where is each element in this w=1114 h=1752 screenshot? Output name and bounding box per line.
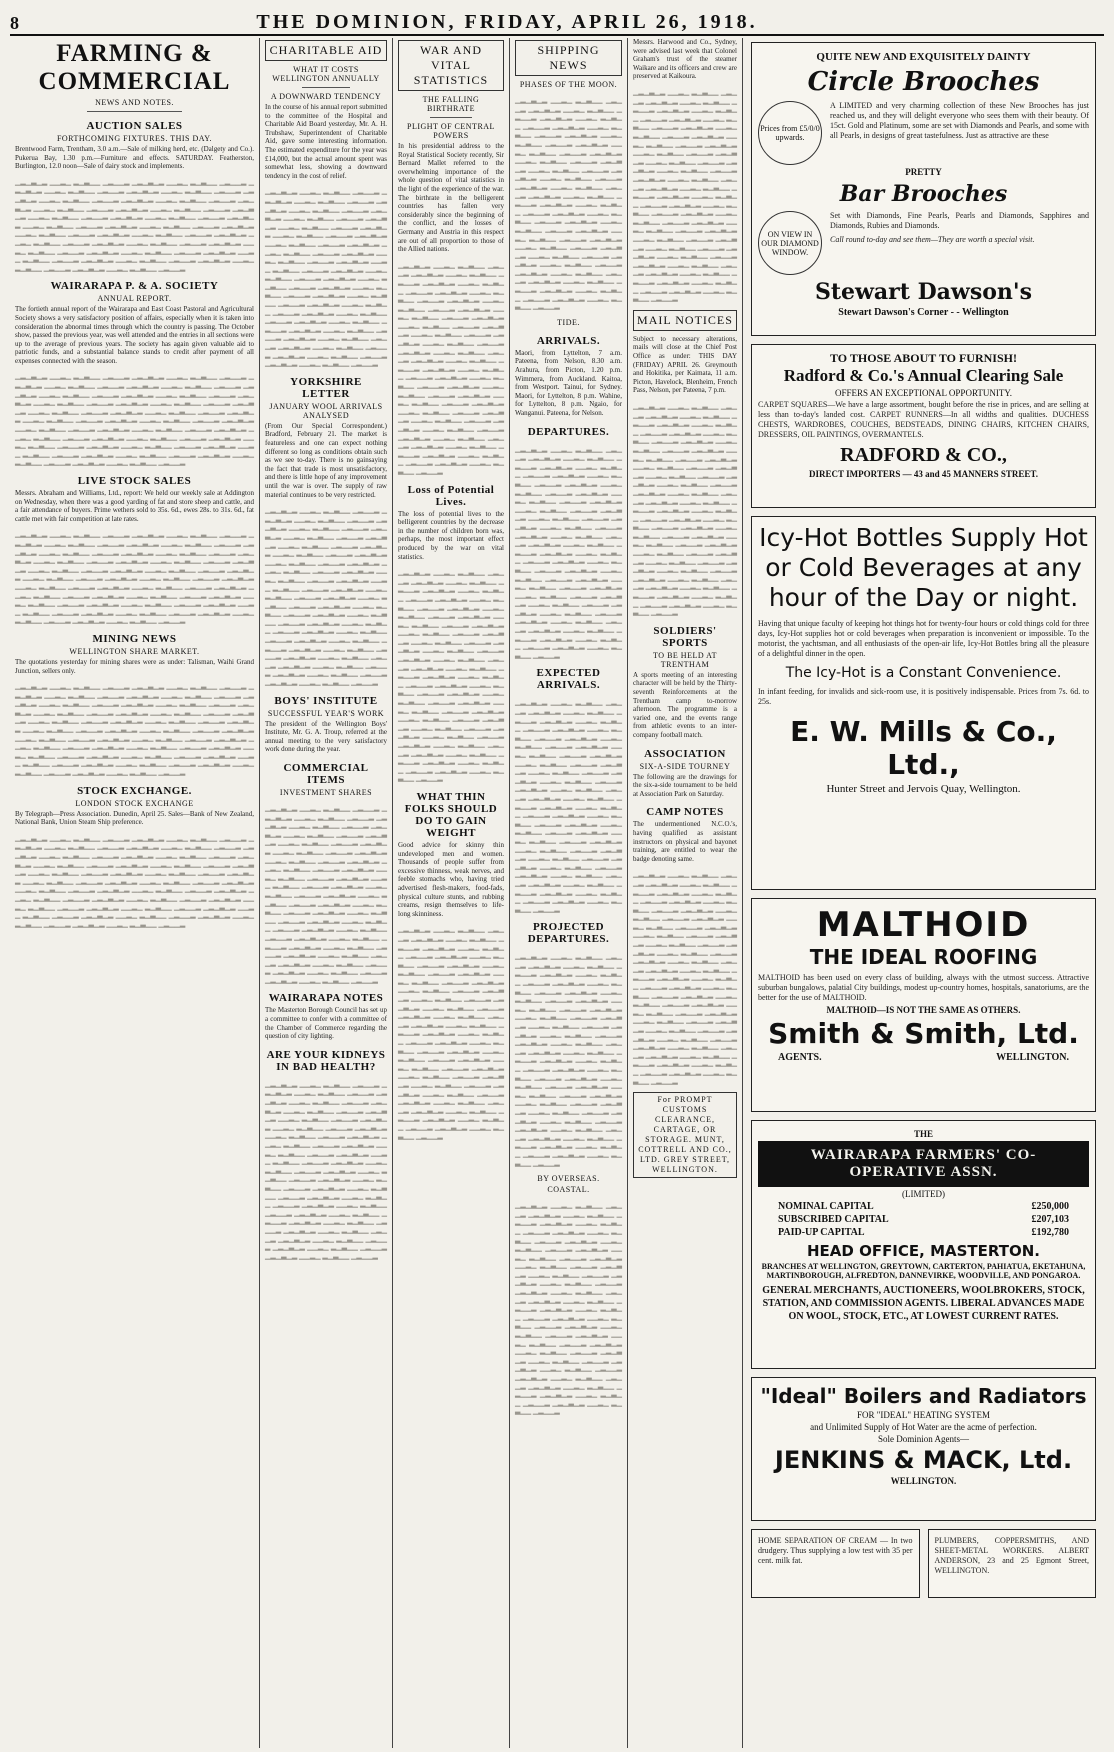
charitable-aid-filler: ▁▂▁▃▁▂ ▁▁▂▁ ▂▁▃▁▁ ▁▂▁▁▂ ▁▂▁▃▁▂ ▁▁▂▁ ▂▁▃▁▁ ▁▂▁▁▂ ▁▂▁▃▁▂ ▁▁▂▁ ▂▁▃▁▁ ▁▂▁▁▂ ▁▂▁▃▁▂ ▁▁▂▁ ▂▁▃▁▁ ▁▂▁▁▂ ▁▂▁▃▁▂ ▁▁▂▁ ▂▁▃▁▁ ▁▂▁▁▂ ▁▂▁▃▁▂ ▁▁▂▁ ▂▁▃▁▁ ▁▂▁▁▂ ▁▂▁▃▁▂ ▁▁▂▁ ▂▁▃▁▁ ▁▂▁▁▂ ▁▂▁▃▁▂ ▁▁▂▁ ▂▁▃▁▁ ▁▂▁▁▂ ▁▂▁▃▁▂ ▁▁▂▁ ▂▁▃▁▁ ▁▂▁▁▂ ▁▂▁▃▁▂ ▁▁▂▁ ▂▁▃▁▁ ▁▂▁▁▂ ▁▂▁▃▁▂ ▁▁▂▁ ▂▁▃▁▁ ▁▂▁▁▂ ▁▂▁▃▁▂ ▁▁▂▁ ▂▁▃▁▁ ▁▂▁▁▂ ▁▂▁▃▁▂ ▁▁▂▁ ▂▁▃▁▁ ▁▂▁▁▂ ▁▂▁▃▁▂ ▁▁▂▁ ▂▁▃▁▁ ▁▂▁▁▂ ▁▂▁▃▁▂ ▁▁▂▁ ▂▁▃▁▁ ▁▂▁▁▂ ▁▂▁▃▁▂ ▁▁▂▁ ▂▁▃▁▁ ▁▂▁▁▂ ▁▂▁▃▁▂ ▁▁▂▁ ▂▁▃▁▁ ▁▂▁▁▂ ▁▂▁▃▁▂ ▁▁▂▁ ▂▁▃▁▁ ▁▂▁▁▂ ▁▂▁▃▁▂ ▁▁▂▁ ▂▁▃▁▁ ▁▂▁▁▂ ▁▂▁▃▁▂ ▁▁▂▁ ▂▁▃▁▁ ▁▂▁▁▂ ▁▂▁▃▁▂ ▁▁▂▁ ▂▁▃▁▁ ▁▂▁▁▂ ▁▂▁▃▁▂ ▁▁▂▁ ▂▁▃▁▁ ▁▂▁▁▂ xyxy=(265,187,387,368)
boys-institute-heading: BOYS' INSTITUTE xyxy=(274,694,378,707)
potential-lives-text: The loss of potential lives to the belligerent countries by the decrease in the number of children born was, perhaps, the most important effect produced by the war on vital statistics. xyxy=(398,509,504,561)
downward-tendency-heading: A DOWNWARD TENDENCY xyxy=(270,92,382,101)
yorkshire-letter-heading: YORKSHIRE LETTER xyxy=(290,375,362,400)
section-heading: WAIRARAPA P. & A. SOCIETY xyxy=(50,280,219,293)
malthoid-sub: THE IDEAL ROOFING xyxy=(809,945,1038,969)
icy-hot-body: Having that unique faculty of keeping hot things hot for twenty-four hours or cold things cold for three days, Icy-Hot supplies hot or cold beverages when preparation is inconvenient or impossible. To the motorist, the yachtsman, and all enthusiasts of the open-air life, Icy-Hot Bottles bring all the pleasure of a delightful dinner in the open. xyxy=(758,619,1089,658)
section-heading: LIVE STOCK SALES xyxy=(77,475,192,487)
expected-arrivals-heading: EXPECTED ARRIVALS. xyxy=(536,667,601,692)
commercial-filler: ▁▂▁▃▁▂ ▁▁▂▁ ▂▁▃▁▁ ▁▂▁▁▂ ▁▂▁▃▁▂ ▁▁▂▁ ▂▁▃▁▁ ▁▂▁▁▂ ▁▂▁▃▁▂ ▁▁▂▁ ▂▁▃▁▁ ▁▂▁▁▂ ▁▂▁▃▁▂ ▁▁▂▁ ▂▁▃▁▁ ▁▂▁▁▂ ▁▂▁▃▁▂ ▁▁▂▁ ▂▁▃▁▁ ▁▂▁▁▂ ▁▂▁▃▁▂ ▁▁▂▁ ▂▁▃▁▁ ▁▂▁▁▂ ▁▂▁▃▁▂ ▁▁▂▁ ▂▁▃▁▁ ▁▂▁▁▂ ▁▂▁▃▁▂ ▁▁▂▁ ▂▁▃▁▁ ▁▂▁▁▂ ▁▂▁▃▁▂ ▁▁▂▁ ▂▁▃▁▁ ▁▂▁▁▂ ▁▂▁▃▁▂ ▁▁▂▁ ▂▁▃▁▁ ▁▂▁▁▂ ▁▂▁▃▁▂ ▁▁▂▁ ▂▁▃▁▁ ▁▂▁▁▂ ▁▂▁▃▁▂ ▁▁▂▁ ▂▁▃▁▁ ▁▂▁▁▂ ▁▂▁▃▁▂ ▁▁▂▁ ▂▁▃▁▁ ▁▂▁▁▂ ▁▂▁▃▁▂ ▁▁▂▁ ▂▁▃▁▁ ▁▂▁▁▂ ▁▂▁▃▁▂ ▁▁▂▁ ▂▁▃▁▁ ▁▂▁▁▂ ▁▂▁▃▁▂ ▁▁▂▁ ▂▁▃▁▁ ▁▂▁▁▂ ▁▂▁▃▁▂ ▁▁▂▁ ▂▁▃▁▁ ▁▂▁▁▂ ▁▂▁▃▁▂ ▁▁▂▁ ▂▁▃▁▁ ▁▂▁▁▂ ▁▂▁▃▁▂ ▁▁▂▁ ▂▁▃▁▁ ▁▂▁▁▂ ▁▂▁▃▁▂ ▁▁▂▁ ▂▁▃▁▁ ▁▂▁▁▂ ▁▂▁▃▁▂ ▁▁▂▁ ▂▁▃▁▁ ▁▂▁▁▂ ▁▂▁▃▁▂ ▁▁▂▁ ▂▁▃▁▁ ▁▂▁▁▂ xyxy=(265,804,387,984)
coastal-filler: ▁▂▁▃▁▂ ▁▁▂▁ ▂▁▃▁▁ ▁▂▁▁▂ ▁▂▁▃▁▂ ▁▁▂▁ ▂▁▃▁▁ ▁▂▁▁▂ ▁▂▁▃▁▂ ▁▁▂▁ ▂▁▃▁▁ ▁▂▁▁▂ ▁▂▁▃▁▂ ▁▁▂▁ ▂▁▃▁▁ ▁▂▁▁▂ ▁▂▁▃▁▂ ▁▁▂▁ ▂▁▃▁▁ ▁▂▁▁▂ ▁▂▁▃▁▂ ▁▁▂▁ ▂▁▃▁▁ ▁▂▁▁▂ ▁▂▁▃▁▂ ▁▁▂▁ ▂▁▃▁▁ ▁▂▁▁▂ ▁▂▁▃▁▂ ▁▁▂▁ ▂▁▃▁▁ ▁▂▁▁▂ ▁▂▁▃▁▂ ▁▁▂▁ ▂▁▃▁▁ ▁▂▁▁▂ ▁▂▁▃▁▂ ▁▁▂▁ ▂▁▃▁▁ ▁▂▁▁▂ ▁▂▁▃▁▂ ▁▁▂▁ ▂▁▃▁▁ ▁▂▁▁▂ ▁▂▁▃▁▂ ▁▁▂▁ ▂▁▃▁▁ ▁▂▁▁▂ ▁▂▁▃▁▂ ▁▁▂▁ ▂▁▃▁▁ ▁▂▁▁▂ ▁▂▁▃▁▂ ▁▁▂▁ ▂▁▃▁▁ ▁▂▁▁▂ ▁▂▁▃▁▂ ▁▁▂▁ ▂▁▃▁▁ ▁▂▁▁▂ ▁▂▁▃▁▂ ▁▁▂▁ ▂▁▃▁▁ ▁▂▁▁▂ ▁▂▁▃▁▂ ▁▁▂▁ ▂▁▃▁▁ ▁▂▁▁▂ ▁▂▁▃▁▂ ▁▁▂▁ ▂▁▃▁▁ ▁▂▁▁▂ ▁▂▁▃▁▂ ▁▁▂▁ ▂▁▃▁▁ ▁▂▁▁▂ ▁▂▁▃▁▂ ▁▁▂▁ ▂▁▃▁▁ ▁▂▁▁▂ ▁▂▁▃▁▂ ▁▁▂▁ ▂▁▃▁▁ ▁▂▁▁▂ ▁▂▁▃▁▂ ▁▁▂▁ ▂▁▃▁▁ ▁▂▁▁▂ xyxy=(515,1201,622,1416)
smith-and-smith-name: Smith & Smith, Ltd. xyxy=(768,1017,1079,1050)
section-subheading: FORTHCOMING FIXTURES. THIS DAY. xyxy=(56,134,213,143)
divider xyxy=(87,111,183,112)
departures-filler: ▁▂▁▃▁▂ ▁▁▂▁ ▂▁▃▁▁ ▁▂▁▁▂ ▁▂▁▃▁▂ ▁▁▂▁ ▂▁▃▁▁ ▁▂▁▁▂ ▁▂▁▃▁▂ ▁▁▂▁ ▂▁▃▁▁ ▁▂▁▁▂ ▁▂▁▃▁▂ ▁▁▂▁ ▂▁▃▁▁ ▁▂▁▁▂ ▁▂▁▃▁▂ ▁▁▂▁ ▂▁▃▁▁ ▁▂▁▁▂ ▁▂▁▃▁▂ ▁▁▂▁ ▂▁▃▁▁ ▁▂▁▁▂ ▁▂▁▃▁▂ ▁▁▂▁ ▂▁▃▁▁ ▁▂▁▁▂ ▁▂▁▃▁▂ ▁▁▂▁ ▂▁▃▁▁ ▁▂▁▁▂ ▁▂▁▃▁▂ ▁▁▂▁ ▂▁▃▁▁ ▁▂▁▁▂ ▁▂▁▃▁▂ ▁▁▂▁ ▂▁▃▁▁ ▁▂▁▁▂ ▁▂▁▃▁▂ ▁▁▂▁ ▂▁▃▁▁ ▁▂▁▁▂ ▁▂▁▃▁▂ ▁▁▂▁ ▂▁▃▁▁ ▁▂▁▁▂ ▁▂▁▃▁▂ ▁▁▂▁ ▂▁▃▁▁ ▁▂▁▁▂ ▁▂▁▃▁▂ ▁▁▂▁ ▂▁▃▁▁ ▁▂▁▁▂ ▁▂▁▃▁▂ ▁▁▂▁ ▂▁▃▁▁ ▁▂▁▁▂ ▁▂▁▃▁▂ ▁▁▂▁ ▂▁▃▁▁ ▁▂▁▁▂ ▁▂▁▃▁▂ ▁▁▂▁ ▂▁▃▁▁ ▁▂▁▁▂ ▁▂▁▃▁▂ ▁▁▂▁ ▂▁▃▁▁ ▁▂▁▁▂ ▁▂▁▃▁▂ ▁▁▂▁ ▂▁▃▁▁ ▁▂▁▁▂ ▁▂▁▃▁▂ ▁▁▂▁ ▂▁▃▁▁ ▁▂▁▁▂ ▁▂▁▃▁▂ ▁▁▂▁ ▂▁▃▁▁ ▁▂▁▁▂ ▁▂▁▃▁▂ ▁▁▂▁ ▂▁▃▁▁ ▁▂▁▁▂ xyxy=(515,444,622,659)
wairarapa-notes-text: The Masterton Borough Council has set up a committee to confer with a committee of the Chamber of Commerce regarding the question of city lighting. xyxy=(265,1006,387,1041)
ew-mills-address: Hunter Street and Jervois Quay, Wellington. xyxy=(826,783,1021,795)
shipping-continued-filler: ▁▂▁▃▁▂ ▁▁▂▁ ▂▁▃▁▁ ▁▂▁▁▂ ▁▂▁▃▁▂ ▁▁▂▁ ▂▁▃▁▁ ▁▂▁▁▂ ▁▂▁▃▁▂ ▁▁▂▁ ▂▁▃▁▁ ▁▂▁▁▂ ▁▂▁▃▁▂ ▁▁▂▁ ▂▁▃▁▁ ▁▂▁▁▂ ▁▂▁▃▁▂ ▁▁▂▁ ▂▁▃▁▁ ▁▂▁▁▂ ▁▂▁▃▁▂ ▁▁▂▁ ▂▁▃▁▁ ▁▂▁▁▂ ▁▂▁▃▁▂ ▁▁▂▁ ▂▁▃▁▁ ▁▂▁▁▂ ▁▂▁▃▁▂ ▁▁▂▁ ▂▁▃▁▁ ▁▂▁▁▂ ▁▂▁▃▁▂ ▁▁▂▁ ▂▁▃▁▁ ▁▂▁▁▂ ▁▂▁▃▁▂ ▁▁▂▁ ▂▁▃▁▁ ▁▂▁▁▂ ▁▂▁▃▁▂ ▁▁▂▁ ▂▁▃▁▁ ▁▂▁▁▂ ▁▂▁▃▁▂ ▁▁▂▁ ▂▁▃▁▁ ▁▂▁▁▂ ▁▂▁▃▁▂ ▁▁▂▁ ▂▁▃▁▁ ▁▂▁▁▂ ▁▂▁▃▁▂ ▁▁▂▁ ▂▁▃▁▁ ▁▂▁▁▂ ▁▂▁▃▁▂ ▁▁▂▁ ▂▁▃▁▁ ▁▂▁▁▂ ▁▂▁▃▁▂ ▁▁▂▁ ▂▁▃▁▁ ▁▂▁▁▂ ▁▂▁▃▁▂ ▁▁▂▁ ▂▁▃▁▁ ▁▂▁▁▂ ▁▂▁▃▁▂ ▁▁▂▁ ▂▁▃▁▁ ▁▂▁▁▂ ▁▂▁▃▁▂ ▁▁▂▁ ▂▁▃▁▁ ▁▂▁▁▂ ▁▂▁▃▁▂ ▁▁▂▁ ▂▁▃▁▁ ▁▂▁▁▂ ▁▂▁▃▁▂ ▁▁▂▁ ▂▁▃▁▁ ▁▂▁▁▂ ▁▂▁▃▁▂ ▁▁▂▁ ▂▁▃▁▁ ▁▂▁▁▂ xyxy=(633,87,737,303)
coastal-heading: COASTAL. xyxy=(547,1185,590,1195)
moon-phases-heading: PHASES OF THE MOON. xyxy=(519,80,618,89)
camp-notes-text: The undermentioned N.C.O.'s, having qualified as assistant instructors on physical and bayonet training, are entitled to wear the badge denoting same. xyxy=(633,820,737,863)
thin-folks-heading: WHAT THIN FOLKS SHOULD DO TO GAIN WEIGHT xyxy=(404,790,498,839)
arrivals-heading: ARRIVALS. xyxy=(536,334,601,347)
soldiers-sports-text: A sports meeting of an interesting character will be held by the Thirty-seventh Reinforcements at the Trentham camp to-morrow afternoon. The programme is a varied one, and the events range from athletic events to an inter-company football match. xyxy=(633,670,737,739)
mail-filler: ▁▂▁▃▁▂ ▁▁▂▁ ▂▁▃▁▁ ▁▂▁▁▂ ▁▂▁▃▁▂ ▁▁▂▁ ▂▁▃▁▁ ▁▂▁▁▂ ▁▂▁▃▁▂ ▁▁▂▁ ▂▁▃▁▁ ▁▂▁▁▂ ▁▂▁▃▁▂ ▁▁▂▁ ▂▁▃▁▁ ▁▂▁▁▂ ▁▂▁▃▁▂ ▁▁▂▁ ▂▁▃▁▁ ▁▂▁▁▂ ▁▂▁▃▁▂ ▁▁▂▁ ▂▁▃▁▁ ▁▂▁▁▂ ▁▂▁▃▁▂ ▁▁▂▁ ▂▁▃▁▁ ▁▂▁▁▂ ▁▂▁▃▁▂ ▁▁▂▁ ▂▁▃▁▁ ▁▂▁▁▂ ▁▂▁▃▁▂ ▁▁▂▁ ▂▁▃▁▁ ▁▂▁▁▂ ▁▂▁▃▁▂ ▁▁▂▁ ▂▁▃▁▁ ▁▂▁▁▂ ▁▂▁▃▁▂ ▁▁▂▁ ▂▁▃▁▁ ▁▂▁▁▂ ▁▂▁▃▁▂ ▁▁▂▁ ▂▁▃▁▁ ▁▂▁▁▂ ▁▂▁▃▁▂ ▁▁▂▁ ▂▁▃▁▁ ▁▂▁▁▂ ▁▂▁▃▁▂ ▁▁▂▁ ▂▁▃▁▁ ▁▂▁▁▂ ▁▂▁▃▁▂ ▁▁▂▁ ▂▁▃▁▁ ▁▂▁▁▂ ▁▂▁▃▁▂ ▁▁▂▁ ▂▁▃▁▁ ▁▂▁▁▂ ▁▂▁▃▁▂ ▁▁▂▁ ▂▁▃▁▁ ▁▂▁▁▂ ▁▂▁▃▁▂ ▁▁▂▁ ▂▁▃▁▁ ▁▂▁▁▂ ▁▂▁▃▁▂ ▁▁▂▁ ▂▁▃▁▁ ▁▂▁▁▂ ▁▂▁▃▁▂ ▁▁▂▁ ▂▁▃▁▁ ▁▂▁▁▂ ▁▂▁▃▁▂ ▁▁▂▁ ▂▁▃▁▁ ▁▂▁▁▂ ▁▂▁▃▁▂ ▁▁▂▁ ▂▁▃▁▁ ▁▂▁▁▂ xyxy=(633,401,737,617)
section-subheading: WELLINGTON SHARE MARKET. xyxy=(69,646,200,656)
wairarapa-notes-heading: WAIRARAPA NOTES xyxy=(268,992,384,1005)
malthoid-title: MALTHOID xyxy=(816,905,1031,945)
pretty-label: PRETTY xyxy=(905,167,942,177)
charitable-aid-text: In the course of his annual report submitted to the committee of the Hospital and Charitable Aid Board yesterday, Mr. A. H. Trubshaw, Superintendent of Charitable Aid, gave some interesting information. The estimated expenditure for the year was £14,000, but the actual amount spent was somewhat less, showing a downward tendency in the cost of relief. xyxy=(265,103,387,180)
nominal-capital-label: NOMINAL CAPITAL xyxy=(778,1201,874,1212)
kidneys-heading: ARE YOUR KIDNEYS IN BAD HEALTH? xyxy=(266,1048,386,1073)
yorkshire-letter-text: (From Our Special Correspondent.) Bradford, February 21. The market is featureless and one can expect nothing different so long as conditions obtain such as we see to-day. There is no gainsaying the fact that trade is most unsatisfactory, and there is little hope of any improvement until the war is over. The supply of raw material continues to be very restricted. xyxy=(265,421,387,499)
window-badge: ON VIEW IN OUR DIAMOND WINDOW. xyxy=(758,211,822,275)
subscribed-capital-value: £207,103 xyxy=(1031,1214,1069,1225)
farmers-title-band xyxy=(758,1141,1089,1187)
tide-heading: TIDE. xyxy=(557,317,580,327)
icy-hot-tag: The Icy-Hot is a Constant Convenience. xyxy=(785,665,1062,681)
icy-hot-title: Icy-Hot Bottles Supply Hot or Cold Beverages at any hour of the Day or night. xyxy=(759,523,1088,612)
yorkshire-filler: ▁▂▁▃▁▂ ▁▁▂▁ ▂▁▃▁▁ ▁▂▁▁▂ ▁▂▁▃▁▂ ▁▁▂▁ ▂▁▃▁▁ ▁▂▁▁▂ ▁▂▁▃▁▂ ▁▁▂▁ ▂▁▃▁▁ ▁▂▁▁▂ ▁▂▁▃▁▂ ▁▁▂▁ ▂▁▃▁▁ ▁▂▁▁▂ ▁▂▁▃▁▂ ▁▁▂▁ ▂▁▃▁▁ ▁▂▁▁▂ ▁▂▁▃▁▂ ▁▁▂▁ ▂▁▃▁▁ ▁▂▁▁▂ ▁▂▁▃▁▂ ▁▁▂▁ ▂▁▃▁▁ ▁▂▁▁▂ ▁▂▁▃▁▂ ▁▁▂▁ ▂▁▃▁▁ ▁▂▁▁▂ ▁▂▁▃▁▂ ▁▁▂▁ ▂▁▃▁▁ ▁▂▁▁▂ ▁▂▁▃▁▂ ▁▁▂▁ ▂▁▃▁▁ ▁▂▁▁▂ ▁▂▁▃▁▂ ▁▁▂▁ ▂▁▃▁▁ ▁▂▁▁▂ ▁▂▁▃▁▂ ▁▁▂▁ ▂▁▃▁▁ ▁▂▁▁▂ ▁▂▁▃▁▂ ▁▁▂▁ ▂▁▃▁▁ ▁▂▁▁▂ ▁▂▁▃▁▂ ▁▁▂▁ ▂▁▃▁▁ ▁▂▁▁▂ ▁▂▁▃▁▂ ▁▁▂▁ ▂▁▃▁▁ ▁▂▁▁▂ ▁▂▁▃▁▂ ▁▁▂▁ ▂▁▃▁▁ ▁▂▁▁▂ ▁▂▁▃▁▂ ▁▁▂▁ ▂▁▃▁▁ ▁▂▁▁▂ ▁▂▁▃▁▂ ▁▁▂▁ ▂▁▃▁▁ ▁▂▁▁▂ ▁▂▁▃▁▂ ▁▁▂▁ ▂▁▃▁▁ ▁▂▁▁▂ ▁▂▁▃▁▂ ▁▁▂▁ ▂▁▃▁▁ ▁▂▁▁▂ ▁▂▁▃▁▂ ▁▁▂▁ ▂▁▃▁▁ ▁▂▁▁▂ ▁▂▁▃▁▂ ▁▁▂▁ ▂▁▃▁▁ ▁▂▁▁▂ xyxy=(265,506,387,687)
radford-title: Radford & Co.'s Annual Clearing Sale xyxy=(783,366,1064,385)
thin-folks-filler: ▁▂▁▃▁▂ ▁▁▂▁ ▂▁▃▁▁ ▁▂▁▁▂ ▁▂▁▃▁▂ ▁▁▂▁ ▂▁▃▁▁ ▁▂▁▁▂ ▁▂▁▃▁▂ ▁▁▂▁ ▂▁▃▁▁ ▁▂▁▁▂ ▁▂▁▃▁▂ ▁▁▂▁ ▂▁▃▁▁ ▁▂▁▁▂ ▁▂▁▃▁▂ ▁▁▂▁ ▂▁▃▁▁ ▁▂▁▁▂ ▁▂▁▃▁▂ ▁▁▂▁ ▂▁▃▁▁ ▁▂▁▁▂ ▁▂▁▃▁▂ ▁▁▂▁ ▂▁▃▁▁ ▁▂▁▁▂ ▁▂▁▃▁▂ ▁▁▂▁ ▂▁▃▁▁ ▁▂▁▁▂ ▁▂▁▃▁▂ ▁▁▂▁ ▂▁▃▁▁ ▁▂▁▁▂ ▁▂▁▃▁▂ ▁▁▂▁ ▂▁▃▁▁ ▁▂▁▁▂ ▁▂▁▃▁▂ ▁▁▂▁ ▂▁▃▁▁ ▁▂▁▁▂ ▁▂▁▃▁▂ ▁▁▂▁ ▂▁▃▁▁ ▁▂▁▁▂ ▁▂▁▃▁▂ ▁▁▂▁ ▂▁▃▁▁ ▁▂▁▁▂ ▁▂▁▃▁▂ ▁▁▂▁ ▂▁▃▁▁ ▁▂▁▁▂ ▁▂▁▃▁▂ ▁▁▂▁ ▂▁▃▁▁ ▁▂▁▁▂ ▁▂▁▃▁▂ ▁▁▂▁ ▂▁▃▁▁ ▁▂▁▁▂ ▁▂▁▃▁▂ ▁▁▂▁ ▂▁▃▁▁ ▁▂▁▁▂ ▁▂▁▃▁▂ ▁▁▂▁ ▂▁▃▁▁ ▁▂▁▁▂ ▁▂▁▃▁▂ ▁▁▂▁ ▂▁▃▁▁ ▁▂▁▁▂ ▁▂▁▃▁▂ ▁▁▂▁ ▂▁▃▁▁ ▁▂▁▁▂ ▁▂▁▃▁▂ ▁▁▂▁ ▂▁▃▁▁ ▁▂▁▁▂ ▁▂▁▃▁▂ ▁▁▂▁ ▂▁▃▁▁ ▁▂▁▁▂ xyxy=(398,925,504,1140)
farmers-limited: (LIMITED) xyxy=(902,1189,945,1199)
vital-statistics-text: In his presidential address to the Royal Statistical Society recently, Sir Bernard Mallet referred to the overwhelming importance of the whole question of vital statistics in the light of the experience of the war. The birthrate in the belligerent countries has fallen very considerably since the beginning of the conflict, and the losses of Germany and Austria in this respect are out of all proportion to those of the Allied nations. xyxy=(398,142,504,254)
radford-sub: OFFERS AN EXCEPTIONAL OPPORTUNITY. xyxy=(835,388,1012,398)
association-heading: ASSOCIATION xyxy=(644,747,726,760)
circle-brooches-title: Circle Brooches xyxy=(807,67,1040,97)
section-filler: ▁▂▁▃▁▂ ▁▁▂▁ ▂▁▃▁▁ ▁▂▁▁▂ ▁▂▁▃▁▂ ▁▁▂▁ ▂▁▃▁▁ ▁▂▁▁▂ ▁▂▁▃▁▂ ▁▁▂▁ ▂▁▃▁▁ ▁▂▁▁▂ ▁▂▁▃▁▂ ▁▁▂▁ ▂▁▃▁▁ ▁▂▁▁▂ ▁▂▁▃▁▂ ▁▁▂▁ ▂▁▃▁▁ ▁▂▁▁▂ ▁▂▁▃▁▂ ▁▁▂▁ ▂▁▃▁▁ ▁▂▁▁▂ ▁▂▁▃▁▂ ▁▁▂▁ ▂▁▃▁▁ ▁▂▁▁▂ ▁▂▁▃▁▂ ▁▁▂▁ ▂▁▃▁▁ ▁▂▁▁▂ ▁▂▁▃▁▂ ▁▁▂▁ ▂▁▃▁▁ ▁▂▁▁▂ ▁▂▁▃▁▂ ▁▁▂▁ ▂▁▃▁▁ ▁▂▁▁▂ ▁▂▁▃▁▂ ▁▁▂▁ ▂▁▃▁▁ ▁▂▁▁▂ ▁▂▁▃▁▂ ▁▁▂▁ ▂▁▃▁▁ ▁▂▁▁▂ ▁▂▁▃▁▂ ▁▁▂▁ ▂▁▃▁▁ ▁▂▁▁▂ ▁▂▁▃▁▂ ▁▁▂▁ ▂▁▃▁▁ ▁▂▁▁▂ ▁▂▁▃▁▂ ▁▁▂▁ ▂▁▃▁▁ ▁▂▁▁▂ ▁▂▁▃▁▂ ▁▁▂▁ ▂▁▃▁▁ ▁▂▁▁▂ ▁▂▁▃▁▂ ▁▁▂▁ ▂▁▃▁▁ ▁▂▁▁▂ ▁▂▁▃▁▂ ▁▁▂▁ ▂▁▃▁▁ ▁▂▁▁▂ ▁▂▁▃▁▂ ▁▁▂▁ ▂▁▃▁▁ ▁▂▁▁▂ ▁▂▁▃▁▂ ▁▁▂▁ ▂▁▃▁▁ ▁▂▁▁▂ ▁▂▁▃▁▂ ▁▁▂▁ ▂▁▃▁▁ ▁▂▁▁▂ ▁▂▁▃▁▂ ▁▁▂▁ ▂▁▃▁▁ ▁▂▁▁▂ xyxy=(15,833,254,928)
icy-hot-ad xyxy=(751,516,1096,890)
column-farming-commercial xyxy=(10,38,260,1748)
malthoid-ad xyxy=(751,898,1096,1112)
farming-subtitle: NEWS AND NOTES. xyxy=(95,98,174,107)
radford-body: CARPET SQUARES—We have a large assortment, bought before the rise in prices, and are selling at less than to-day's landed cost. CARPET RUNNERS—In all widths and qualities. DUCHESS CHESTS, WARDROBES, COUCHES, BEDSTEADS, DINING CHAIRS, KITCHEN CHAIRS, DRESSERS, OIL PAINTINGS, OVERMANTELS. xyxy=(758,400,1089,439)
wairarapa-farmers-ad xyxy=(751,1120,1096,1369)
branches: BRANCHES AT WELLINGTON, GREYTOWN, CARTERTON, PAHIATUA, EKETAHUNA, MARTINBOROUGH, ALFREDTON, DANNEVIRKE, WOODVILLE, AND PONGAROA. xyxy=(761,1262,1086,1280)
commercial-items-heading: COMMERCIAL ITEMS xyxy=(283,762,369,786)
circle-brooches-body: A LIMITED and very charming collection of these New Brooches has just reached us, and they will delight everyone who sees them with their beauty. Of 15ct. Gold and Platinum, some are set with Diamonds and Pearls, and some with all Pearls, in designs of great tastefulness. Just as attractive are these xyxy=(830,101,1089,140)
camp-filler: ▁▂▁▃▁▂ ▁▁▂▁ ▂▁▃▁▁ ▁▂▁▁▂ ▁▂▁▃▁▂ ▁▁▂▁ ▂▁▃▁▁ ▁▂▁▁▂ ▁▂▁▃▁▂ ▁▁▂▁ ▂▁▃▁▁ ▁▂▁▁▂ ▁▂▁▃▁▂ ▁▁▂▁ ▂▁▃▁▁ ▁▂▁▁▂ ▁▂▁▃▁▂ ▁▁▂▁ ▂▁▃▁▁ ▁▂▁▁▂ ▁▂▁▃▁▂ ▁▁▂▁ ▂▁▃▁▁ ▁▂▁▁▂ ▁▂▁▃▁▂ ▁▁▂▁ ▂▁▃▁▁ ▁▂▁▁▂ ▁▂▁▃▁▂ ▁▁▂▁ ▂▁▃▁▁ ▁▂▁▁▂ ▁▂▁▃▁▂ ▁▁▂▁ ▂▁▃▁▁ ▁▂▁▁▂ ▁▂▁▃▁▂ ▁▁▂▁ ▂▁▃▁▁ ▁▂▁▁▂ ▁▂▁▃▁▂ ▁▁▂▁ ▂▁▃▁▁ ▁▂▁▁▂ ▁▂▁▃▁▂ ▁▁▂▁ ▂▁▃▁▁ ▁▂▁▁▂ ▁▂▁▃▁▂ ▁▁▂▁ ▂▁▃▁▁ ▁▂▁▁▂ ▁▂▁▃▁▂ ▁▁▂▁ ▂▁▃▁▁ ▁▂▁▁▂ ▁▂▁▃▁▂ ▁▁▂▁ ▂▁▃▁▁ ▁▂▁▁▂ ▁▂▁▃▁▂ ▁▁▂▁ ▂▁▃▁▁ ▁▂▁▁▂ ▁▂▁▃▁▂ ▁▁▂▁ ▂▁▃▁▁ ▁▂▁▁▂ ▁▂▁▃▁▂ ▁▁▂▁ ▂▁▃▁▁ ▁▂▁▁▂ ▁▂▁▃▁▂ ▁▁▂▁ ▂▁▃▁▁ ▁▂▁▁▂ ▁▂▁▃▁▂ ▁▁▂▁ ▂▁▃▁▁ ▁▂▁▁▂ ▁▂▁▃▁▂ ▁▁▂▁ ▂▁▃▁▁ ▁▂▁▁▂ ▁▂▁▃▁▂ ▁▁▂▁ ▂▁▃▁▁ ▁▂▁▁▂ xyxy=(633,870,737,1085)
bar-brooches-body: Set with Diamonds, Fine Pearls, Pearls and Diamonds, Sapphires and Diamonds, Rubies and Diamonds. xyxy=(830,211,1089,230)
soldiers-sports-sub: TO BE HELD AT TRENTHAM xyxy=(653,650,717,669)
page-number: 8 xyxy=(10,13,19,33)
plumbers-ad xyxy=(928,1529,1097,1598)
boys-institute-text: The president of the Wellington Boys' Institute, Mr. G. A. Troup, referred at the annual meeting to the very satisfactory work done during the year. xyxy=(265,719,387,754)
projected-departures-heading: PROJECTED DEPARTURES. xyxy=(527,921,610,946)
column-advertisements xyxy=(743,38,1104,1748)
section-text: Brentwood Farm, Trentham, 3.0 a.m.—Sale of milking herd, etc. (Dalgety and Co.). Pukerua Bay, 1.30 p.m.—Furniture and effects. SATURDAY. Featherston, Burlington, 12.0 noon—Sale of dairy stock and implements. xyxy=(15,145,254,171)
stewart-bar-row xyxy=(758,211,1089,275)
nominal-capital-row xyxy=(778,1201,1069,1212)
section-filler: ▁▂▁▃▁▂ ▁▁▂▁ ▂▁▃▁▁ ▁▂▁▁▂ ▁▂▁▃▁▂ ▁▁▂▁ ▂▁▃▁▁ ▁▂▁▁▂ ▁▂▁▃▁▂ ▁▁▂▁ ▂▁▃▁▁ ▁▂▁▁▂ ▁▂▁▃▁▂ ▁▁▂▁ ▂▁▃▁▁ ▁▂▁▁▂ ▁▂▁▃▁▂ ▁▁▂▁ ▂▁▃▁▁ ▁▂▁▁▂ ▁▂▁▃▁▂ ▁▁▂▁ ▂▁▃▁▁ ▁▂▁▁▂ ▁▂▁▃▁▂ ▁▁▂▁ ▂▁▃▁▁ ▁▂▁▁▂ ▁▂▁▃▁▂ ▁▁▂▁ ▂▁▃▁▁ ▁▂▁▁▂ ▁▂▁▃▁▂ ▁▁▂▁ ▂▁▃▁▁ ▁▂▁▁▂ ▁▂▁▃▁▂ ▁▁▂▁ ▂▁▃▁▁ ▁▂▁▁▂ ▁▂▁▃▁▂ ▁▁▂▁ ▂▁▃▁▁ ▁▂▁▁▂ ▁▂▁▃▁▂ ▁▁▂▁ ▂▁▃▁▁ ▁▂▁▁▂ ▁▂▁▃▁▂ ▁▁▂▁ ▂▁▃▁▁ ▁▂▁▁▂ ▁▂▁▃▁▂ ▁▁▂▁ ▂▁▃▁▁ ▁▂▁▁▂ ▁▂▁▃▁▂ ▁▁▂▁ ▂▁▃▁▁ ▁▂▁▁▂ ▁▂▁▃▁▂ ▁▁▂▁ ▂▁▃▁▁ ▁▂▁▁▂ ▁▂▁▃▁▂ ▁▁▂▁ ▂▁▃▁▁ ▁▂▁▁▂ ▁▂▁▃▁▂ ▁▁▂▁ ▂▁▃▁▁ ▁▂▁▁▂ ▁▂▁▃▁▂ ▁▁▂▁ ▂▁▃▁▁ ▁▂▁▁▂ ▁▂▁▃▁▂ ▁▁▂▁ ▂▁▃▁▁ ▁▂▁▁▂ ▁▂▁▃▁▂ ▁▁▂▁ ▂▁▃▁▁ ▁▂▁▁▂ ▁▂▁▃▁▂ ▁▁▂▁ ▂▁▃▁▁ ▁▂▁▁▂ xyxy=(15,372,254,467)
charitable-aid-sub: WHAT IT COSTS WELLINGTON ANNUALLY xyxy=(272,65,380,83)
subscribed-capital-row xyxy=(778,1214,1069,1225)
section-text: The fortieth annual report of the Wairarapa and East Coast Pastoral and Agricultural Society shows a very satisfactory position of affairs, especially when it is taken into consideration the abnormal times through which the country is passing. The October show, passed the previous year, was well attended and the entries in all sections were up to the average of previous years. The society has again given valuable aid to patriotic funds, and a substantial balance stands to credit after payment of all expenses connected with the season. xyxy=(15,305,254,365)
column-shipping-news xyxy=(510,38,628,1748)
farming-commercial-title: FARMING & COMMERCIAL xyxy=(38,40,231,95)
section-text: Messrs. Abraham and Williams, Ltd., report: We held our weekly sale at Addington on Wednesday, when there was a good yarding of fat and store sheep and cattle, and a fair attendance of buyers. Prime wethers sold to 35s. 6d., ewes 28s. to 31s. 6d., fat cattle met with fair competition at late rates. xyxy=(15,489,254,523)
stewart-top-line: QUITE NEW AND EXQUISITELY DAINTY xyxy=(816,51,1031,63)
ideal-agents: Sole Dominion Agents— xyxy=(877,1434,969,1444)
central-powers-sub: PLIGHT OF CENTRAL POWERS xyxy=(407,122,495,140)
farmers-title: WAIRARAPA FARMERS' CO-OPERATIVE ASSN. xyxy=(810,1147,1037,1180)
falling-birthrate-sub: THE FALLING BIRTHRATE xyxy=(422,95,480,113)
plumbers-text: PLUMBERS, COPPERSMITHS, AND SHEET-METAL WORKERS. ALBERT ANDERSON, 23 and 25 Egmont Street, WELLINGTON. xyxy=(934,1536,1089,1575)
section-subheading: LONDON STOCK EXCHANGE xyxy=(75,798,194,808)
charitable-aid-heading: CHARITABLE AID xyxy=(265,40,387,61)
arrivals-text: Maori, from Lyttelton, 7 a.m. Pateena, from Nelson, 8.30 a.m. Arahura, from Picton, 1.20 p.m. Wimmera, from Auckland. Kaitoa, from Westport. Tainui, for Sydney. Maori, for Lyttelton, 8 p.m. Wahine, for Lyttelton, 8 p.m. Ngaio, for Wanganui. Pateena, for Nelson. xyxy=(515,348,622,417)
general-merchants: GENERAL MERCHANTS, AUCTIONEERS, WOOLBROKERS, STOCK, STATION, AND COMMISSION AGENTS. LIBERAL ADVANCES MADE ON WOOL, STOCK, ETC., AT LOWEST CURRENT RATES. xyxy=(762,1285,1085,1322)
divider xyxy=(430,117,472,118)
nominal-capital-value: £250,000 xyxy=(1031,1201,1069,1212)
stewart-circle-row xyxy=(758,101,1089,165)
column-war-vital-statistics xyxy=(393,38,510,1748)
prices-badge: Prices from £5/0/0 upwards. xyxy=(758,101,822,165)
projected-filler: ▁▂▁▃▁▂ ▁▁▂▁ ▂▁▃▁▁ ▁▂▁▁▂ ▁▂▁▃▁▂ ▁▁▂▁ ▂▁▃▁▁ ▁▂▁▁▂ ▁▂▁▃▁▂ ▁▁▂▁ ▂▁▃▁▁ ▁▂▁▁▂ ▁▂▁▃▁▂ ▁▁▂▁ ▂▁▃▁▁ ▁▂▁▁▂ ▁▂▁▃▁▂ ▁▁▂▁ ▂▁▃▁▁ ▁▂▁▁▂ ▁▂▁▃▁▂ ▁▁▂▁ ▂▁▃▁▁ ▁▂▁▁▂ ▁▂▁▃▁▂ ▁▁▂▁ ▂▁▃▁▁ ▁▂▁▁▂ ▁▂▁▃▁▂ ▁▁▂▁ ▂▁▃▁▁ ▁▂▁▁▂ ▁▂▁▃▁▂ ▁▁▂▁ ▂▁▃▁▁ ▁▂▁▁▂ ▁▂▁▃▁▂ ▁▁▂▁ ▂▁▃▁▁ ▁▂▁▁▂ ▁▂▁▃▁▂ ▁▁▂▁ ▂▁▃▁▁ ▁▂▁▁▂ ▁▂▁▃▁▂ ▁▁▂▁ ▂▁▃▁▁ ▁▂▁▁▂ ▁▂▁▃▁▂ ▁▁▂▁ ▂▁▃▁▁ ▁▂▁▁▂ ▁▂▁▃▁▂ ▁▁▂▁ ▂▁▃▁▁ ▁▂▁▁▂ ▁▂▁▃▁▂ ▁▁▂▁ ▂▁▃▁▁ ▁▂▁▁▂ ▁▂▁▃▁▂ ▁▁▂▁ ▂▁▃▁▁ ▁▂▁▁▂ ▁▂▁▃▁▂ ▁▁▂▁ ▂▁▃▁▁ ▁▂▁▁▂ ▁▂▁▃▁▂ ▁▁▂▁ ▂▁▃▁▁ ▁▂▁▁▂ ▁▂▁▃▁▂ ▁▁▂▁ ▂▁▃▁▁ ▁▂▁▁▂ ▁▂▁▃▁▂ ▁▁▂▁ ▂▁▃▁▁ ▁▂▁▁▂ ▁▂▁▃▁▂ ▁▁▂▁ ▂▁▃▁▁ ▁▂▁▁▂ ▁▂▁▃▁▂ ▁▁▂▁ ▂▁▃▁▁ ▁▂▁▁▂ xyxy=(515,952,622,1167)
customs-clearance-ad: For PROMPT CUSTOMS CLEARANCE, CARTAGE, OR STORAGE. MUNT, COTTRELL AND CO., LTD. GREY STREET, WELLINGTON. xyxy=(633,1092,737,1178)
jenkins-mack-name: JENKINS & MACK, Ltd. xyxy=(774,1446,1073,1474)
soldiers-sports-heading: SOLDIERS' SPORTS xyxy=(653,624,717,649)
radford-name: RADFORD & CO., xyxy=(840,444,1007,466)
section-heading: AUCTION SALES xyxy=(86,120,183,132)
farmers-the: THE xyxy=(913,1129,933,1139)
agents-city: WELLINGTON. xyxy=(996,1052,1069,1063)
column-mail-notices xyxy=(628,38,743,1748)
call-round-text: Call round to-day and see them—They are worth a special visit. xyxy=(830,235,1035,244)
malthoid-tag: MALTHOID—IS NOT THE SAME AS OTHERS. xyxy=(826,1005,1021,1015)
camp-notes-heading: CAMP NOTES xyxy=(646,806,724,819)
paid-capital-label: PAID-UP CAPITAL xyxy=(778,1227,865,1238)
section-filler: ▁▂▁▃▁▂ ▁▁▂▁ ▂▁▃▁▁ ▁▂▁▁▂ ▁▂▁▃▁▂ ▁▁▂▁ ▂▁▃▁▁ ▁▂▁▁▂ ▁▂▁▃▁▂ ▁▁▂▁ ▂▁▃▁▁ ▁▂▁▁▂ ▁▂▁▃▁▂ ▁▁▂▁ ▂▁▃▁▁ ▁▂▁▁▂ ▁▂▁▃▁▂ ▁▁▂▁ ▂▁▃▁▁ ▁▂▁▁▂ ▁▂▁▃▁▂ ▁▁▂▁ ▂▁▃▁▁ ▁▂▁▁▂ ▁▂▁▃▁▂ ▁▁▂▁ ▂▁▃▁▁ ▁▂▁▁▂ ▁▂▁▃▁▂ ▁▁▂▁ ▂▁▃▁▁ ▁▂▁▁▂ ▁▂▁▃▁▂ ▁▁▂▁ ▂▁▃▁▁ ▁▂▁▁▂ ▁▂▁▃▁▂ ▁▁▂▁ ▂▁▃▁▁ ▁▂▁▁▂ ▁▂▁▃▁▂ ▁▁▂▁ ▂▁▃▁▁ ▁▂▁▁▂ ▁▂▁▃▁▂ ▁▁▂▁ ▂▁▃▁▁ ▁▂▁▁▂ ▁▂▁▃▁▂ ▁▁▂▁ ▂▁▃▁▁ ▁▂▁▁▂ ▁▂▁▃▁▂ ▁▁▂▁ ▂▁▃▁▁ ▁▂▁▁▂ ▁▂▁▃▁▂ ▁▁▂▁ ▂▁▃▁▁ ▁▂▁▁▂ ▁▂▁▃▁▂ ▁▁▂▁ ▂▁▃▁▁ ▁▂▁▁▂ ▁▂▁▃▁▂ ▁▁▂▁ ▂▁▃▁▁ ▁▂▁▁▂ ▁▂▁▃▁▂ ▁▁▂▁ ▂▁▃▁▁ ▁▂▁▁▂ ▁▂▁▃▁▂ ▁▁▂▁ ▂▁▃▁▁ ▁▂▁▁▂ ▁▂▁▃▁▂ ▁▁▂▁ ▂▁▃▁▁ ▁▂▁▁▂ ▁▂▁▃▁▂ ▁▁▂▁ ▂▁▃▁▁ ▁▂▁▁▂ ▁▂▁▃▁▂ ▁▁▂▁ ▂▁▃▁▁ ▁▂▁▁▂ xyxy=(15,682,254,777)
smith-agents-row xyxy=(778,1052,1069,1063)
stewart-dawson-name: Stewart Dawson's xyxy=(814,279,1033,305)
farming-sections xyxy=(15,120,254,928)
cream-separation-ad xyxy=(751,1529,920,1598)
ideal-boilers-ad xyxy=(751,1377,1096,1521)
section-text: By Telegraph—Press Association. Dunedin, April 25. Sales—Bank of New Zealand, National Bank, Union Steam Ship preference. xyxy=(15,809,254,827)
agents-label: AGENTS. xyxy=(778,1052,822,1063)
radford-address: DIRECT IMPORTERS — 43 and 45 MANNERS STREET. xyxy=(809,469,1038,479)
paid-capital-value: £192,780 xyxy=(1031,1227,1069,1238)
section-text: The quotations yesterday for mining shares were as under: Talisman, Waihi Grand Junction, sellers only. xyxy=(15,657,254,675)
investment-shares-sub: INVESTMENT SHARES xyxy=(279,788,373,797)
bottom-ads-row xyxy=(751,1529,1096,1606)
stewart-bar-text xyxy=(830,211,1089,275)
mail-notices-heading: MAIL NOTICES xyxy=(633,310,737,331)
section-subheading: ANNUAL REPORT. xyxy=(97,294,172,304)
radford-top: TO THOSE ABOUT TO FURNISH! xyxy=(830,351,1017,365)
radford-ad xyxy=(751,344,1096,508)
subscribed-capital-label: SUBSCRIBED CAPITAL xyxy=(778,1214,889,1225)
vital-statistics-filler: ▁▂▁▃▁▂ ▁▁▂▁ ▂▁▃▁▁ ▁▂▁▁▂ ▁▂▁▃▁▂ ▁▁▂▁ ▂▁▃▁▁ ▁▂▁▁▂ ▁▂▁▃▁▂ ▁▁▂▁ ▂▁▃▁▁ ▁▂▁▁▂ ▁▂▁▃▁▂ ▁▁▂▁ ▂▁▃▁▁ ▁▂▁▁▂ ▁▂▁▃▁▂ ▁▁▂▁ ▂▁▃▁▁ ▁▂▁▁▂ ▁▂▁▃▁▂ ▁▁▂▁ ▂▁▃▁▁ ▁▂▁▁▂ ▁▂▁▃▁▂ ▁▁▂▁ ▂▁▃▁▁ ▁▂▁▁▂ ▁▂▁▃▁▂ ▁▁▂▁ ▂▁▃▁▁ ▁▂▁▁▂ ▁▂▁▃▁▂ ▁▁▂▁ ▂▁▃▁▁ ▁▂▁▁▂ ▁▂▁▃▁▂ ▁▁▂▁ ▂▁▃▁▁ ▁▂▁▁▂ ▁▂▁▃▁▂ ▁▁▂▁ ▂▁▃▁▁ ▁▂▁▁▂ ▁▂▁▃▁▂ ▁▁▂▁ ▂▁▃▁▁ ▁▂▁▁▂ ▁▂▁▃▁▂ ▁▁▂▁ ▂▁▃▁▁ ▁▂▁▁▂ ▁▂▁▃▁▂ ▁▁▂▁ ▂▁▃▁▁ ▁▂▁▁▂ ▁▂▁▃▁▂ ▁▁▂▁ ▂▁▃▁▁ ▁▂▁▁▂ ▁▂▁▃▁▂ ▁▁▂▁ ▂▁▃▁▁ ▁▂▁▁▂ ▁▂▁▃▁▂ ▁▁▂▁ ▂▁▃▁▁ ▁▂▁▁▂ ▁▂▁▃▁▂ ▁▁▂▁ ▂▁▃▁▁ ▁▂▁▁▂ ▁▂▁▃▁▂ ▁▁▂▁ ▂▁▃▁▁ ▁▂▁▁▂ ▁▂▁▃▁▂ ▁▁▂▁ ▂▁▃▁▁ ▁▂▁▁▂ ▁▂▁▃▁▂ ▁▁▂▁ ▂▁▃▁▁ ▁▂▁▁▂ ▁▂▁▃▁▂ ▁▁▂▁ ▂▁▃▁▁ ▁▂▁▁▂ xyxy=(398,260,504,475)
ideal-boilers-title: "Ideal" Boilers and Radiators xyxy=(760,1384,1087,1408)
departures-heading: DEPARTURES. xyxy=(527,425,610,438)
stewart-dawson-corner: Stewart Dawson's Corner - - Wellington xyxy=(838,307,1009,318)
mail-notices-text: Subject to necessary alterations, mails will close at the Chief Post Office as under: THIS DAY (FRIDAY) APRIL 26. Greymouth and Hokitika, per Kaimata, 11 a.m. Picton, Havelock, Blenheim, French Pass, Nelson, per Pateena, 7 p.m. xyxy=(633,334,737,395)
potential-lives-heading: Loss of Potential Lives. xyxy=(407,483,495,508)
potential-lives-filler: ▁▂▁▃▁▂ ▁▁▂▁ ▂▁▃▁▁ ▁▂▁▁▂ ▁▂▁▃▁▂ ▁▁▂▁ ▂▁▃▁▁ ▁▂▁▁▂ ▁▂▁▃▁▂ ▁▁▂▁ ▂▁▃▁▁ ▁▂▁▁▂ ▁▂▁▃▁▂ ▁▁▂▁ ▂▁▃▁▁ ▁▂▁▁▂ ▁▂▁▃▁▂ ▁▁▂▁ ▂▁▃▁▁ ▁▂▁▁▂ ▁▂▁▃▁▂ ▁▁▂▁ ▂▁▃▁▁ ▁▂▁▁▂ ▁▂▁▃▁▂ ▁▁▂▁ ▂▁▃▁▁ ▁▂▁▁▂ ▁▂▁▃▁▂ ▁▁▂▁ ▂▁▃▁▁ ▁▂▁▁▂ ▁▂▁▃▁▂ ▁▁▂▁ ▂▁▃▁▁ ▁▂▁▁▂ ▁▂▁▃▁▂ ▁▁▂▁ ▂▁▃▁▁ ▁▂▁▁▂ ▁▂▁▃▁▂ ▁▁▂▁ ▂▁▃▁▁ ▁▂▁▁▂ ▁▂▁▃▁▂ ▁▁▂▁ ▂▁▃▁▁ ▁▂▁▁▂ ▁▂▁▃▁▂ ▁▁▂▁ ▂▁▃▁▁ ▁▂▁▁▂ ▁▂▁▃▁▂ ▁▁▂▁ ▂▁▃▁▁ ▁▂▁▁▂ ▁▂▁▃▁▂ ▁▁▂▁ ▂▁▃▁▁ ▁▂▁▁▂ ▁▂▁▃▁▂ ▁▁▂▁ ▂▁▃▁▁ ▁▂▁▁▂ ▁▂▁▃▁▂ ▁▁▂▁ ▂▁▃▁▁ ▁▂▁▁▂ ▁▂▁▃▁▂ ▁▁▂▁ ▂▁▃▁▁ ▁▂▁▁▂ ▁▂▁▃▁▂ ▁▁▂▁ ▂▁▃▁▁ ▁▂▁▁▂ ▁▂▁▃▁▂ ▁▁▂▁ ▂▁▃▁▁ ▁▂▁▁▂ ▁▂▁▃▁▂ ▁▁▂▁ ▂▁▃▁▁ ▁▂▁▁▂ ▁▂▁▃▁▂ ▁▁▂▁ ▂▁▃▁▁ ▁▂▁▁▂ xyxy=(398,568,504,783)
section-heading: STOCK EXCHANGE. xyxy=(77,784,192,797)
moon-filler: ▁▂▁▃▁▂ ▁▁▂▁ ▂▁▃▁▁ ▁▂▁▁▂ ▁▂▁▃▁▂ ▁▁▂▁ ▂▁▃▁▁ ▁▂▁▁▂ ▁▂▁▃▁▂ ▁▁▂▁ ▂▁▃▁▁ ▁▂▁▁▂ ▁▂▁▃▁▂ ▁▁▂▁ ▂▁▃▁▁ ▁▂▁▁▂ ▁▂▁▃▁▂ ▁▁▂▁ ▂▁▃▁▁ ▁▂▁▁▂ ▁▂▁▃▁▂ ▁▁▂▁ ▂▁▃▁▁ ▁▂▁▁▂ ▁▂▁▃▁▂ ▁▁▂▁ ▂▁▃▁▁ ▁▂▁▁▂ ▁▂▁▃▁▂ ▁▁▂▁ ▂▁▃▁▁ ▁▂▁▁▂ ▁▂▁▃▁▂ ▁▁▂▁ ▂▁▃▁▁ ▁▂▁▁▂ ▁▂▁▃▁▂ ▁▁▂▁ ▂▁▃▁▁ ▁▂▁▁▂ ▁▂▁▃▁▂ ▁▁▂▁ ▂▁▃▁▁ ▁▂▁▁▂ ▁▂▁▃▁▂ ▁▁▂▁ ▂▁▃▁▁ ▁▂▁▁▂ ▁▂▁▃▁▂ ▁▁▂▁ ▂▁▃▁▁ ▁▂▁▁▂ ▁▂▁▃▁▂ ▁▁▂▁ ▂▁▃▁▁ ▁▂▁▁▂ ▁▂▁▃▁▂ ▁▁▂▁ ▂▁▃▁▁ ▁▂▁▁▂ ▁▂▁▃▁▂ ▁▁▂▁ ▂▁▃▁▁ ▁▂▁▁▂ ▁▂▁▃▁▂ ▁▁▂▁ ▂▁▃▁▁ ▁▂▁▁▂ ▁▂▁▃▁▂ ▁▁▂▁ ▂▁▃▁▁ ▁▂▁▁▂ ▁▂▁▃▁▂ ▁▁▂▁ ▂▁▃▁▁ ▁▂▁▁▂ ▁▂▁▃▁▂ ▁▁▂▁ ▂▁▃▁▁ ▁▂▁▁▂ ▁▂▁▃▁▂ ▁▁▂▁ ▂▁▃▁▁ ▁▂▁▁▂ ▁▂▁▃▁▂ ▁▁▂▁ ▂▁▃▁▁ ▁▂▁▁▂ xyxy=(515,96,622,311)
malthoid-body: MALTHOID has been used on every class of building, always with the utmost success. Attractive suburban bungalows, palatial City buildings, modest up-country homes, hospitals, sanatoriums, are the better for the use of MALTHOID. xyxy=(758,973,1089,1002)
thin-folks-text: Good advice for skinny thin undeveloped men and women. Thousands of people suffer from excessive thinness, weak nerves, and feeble stomachs who, having tried advertised flesh-makers, food-fads, physical culture stunts, and rubbing creams, resign themselves to life-long skinniness. xyxy=(398,840,504,918)
divider xyxy=(302,87,351,88)
expected-filler: ▁▂▁▃▁▂ ▁▁▂▁ ▂▁▃▁▁ ▁▂▁▁▂ ▁▂▁▃▁▂ ▁▁▂▁ ▂▁▃▁▁ ▁▂▁▁▂ ▁▂▁▃▁▂ ▁▁▂▁ ▂▁▃▁▁ ▁▂▁▁▂ ▁▂▁▃▁▂ ▁▁▂▁ ▂▁▃▁▁ ▁▂▁▁▂ ▁▂▁▃▁▂ ▁▁▂▁ ▂▁▃▁▁ ▁▂▁▁▂ ▁▂▁▃▁▂ ▁▁▂▁ ▂▁▃▁▁ ▁▂▁▁▂ ▁▂▁▃▁▂ ▁▁▂▁ ▂▁▃▁▁ ▁▂▁▁▂ ▁▂▁▃▁▂ ▁▁▂▁ ▂▁▃▁▁ ▁▂▁▁▂ ▁▂▁▃▁▂ ▁▁▂▁ ▂▁▃▁▁ ▁▂▁▁▂ ▁▂▁▃▁▂ ▁▁▂▁ ▂▁▃▁▁ ▁▂▁▁▂ ▁▂▁▃▁▂ ▁▁▂▁ ▂▁▃▁▁ ▁▂▁▁▂ ▁▂▁▃▁▂ ▁▁▂▁ ▂▁▃▁▁ ▁▂▁▁▂ ▁▂▁▃▁▂ ▁▁▂▁ ▂▁▃▁▁ ▁▂▁▁▂ ▁▂▁▃▁▂ ▁▁▂▁ ▂▁▃▁▁ ▁▂▁▁▂ ▁▂▁▃▁▂ ▁▁▂▁ ▂▁▃▁▁ ▁▂▁▁▂ ▁▂▁▃▁▂ ▁▁▂▁ ▂▁▃▁▁ ▁▂▁▁▂ ▁▂▁▃▁▂ ▁▁▂▁ ▂▁▃▁▁ ▁▂▁▁▂ ▁▂▁▃▁▂ ▁▁▂▁ ▂▁▃▁▁ ▁▂▁▁▂ ▁▂▁▃▁▂ ▁▁▂▁ ▂▁▃▁▁ ▁▂▁▁▂ ▁▂▁▃▁▂ ▁▁▂▁ ▂▁▃▁▁ ▁▂▁▁▂ ▁▂▁▃▁▂ ▁▁▂▁ ▂▁▃▁▁ ▁▂▁▁▂ ▁▂▁▃▁▂ ▁▁▂▁ ▂▁▃▁▁ ▁▂▁▁▂ xyxy=(515,698,622,913)
jenkins-city: WELLINGTON. xyxy=(890,1476,957,1486)
war-vital-statistics-heading: WAR AND VITAL STATISTICS xyxy=(398,40,504,91)
masthead xyxy=(10,4,1104,36)
yorkshire-letter-sub: JANUARY WOOL ARRIVALS ANALYSED xyxy=(269,401,383,420)
stewart-dawson-ad xyxy=(751,42,1096,336)
icy-hot-body-2: In infant feeding, for invalids and sick-room use, it is positively indispensable. Prices from 7s. 6d. to 25s. xyxy=(758,687,1089,706)
overseas-heading: BY OVERSEAS. xyxy=(537,1174,600,1184)
section-filler: ▁▂▁▃▁▂ ▁▁▂▁ ▂▁▃▁▁ ▁▂▁▁▂ ▁▂▁▃▁▂ ▁▁▂▁ ▂▁▃▁▁ ▁▂▁▁▂ ▁▂▁▃▁▂ ▁▁▂▁ ▂▁▃▁▁ ▁▂▁▁▂ ▁▂▁▃▁▂ ▁▁▂▁ ▂▁▃▁▁ ▁▂▁▁▂ ▁▂▁▃▁▂ ▁▁▂▁ ▂▁▃▁▁ ▁▂▁▁▂ ▁▂▁▃▁▂ ▁▁▂▁ ▂▁▃▁▁ ▁▂▁▁▂ ▁▂▁▃▁▂ ▁▁▂▁ ▂▁▃▁▁ ▁▂▁▁▂ ▁▂▁▃▁▂ ▁▁▂▁ ▂▁▃▁▁ ▁▂▁▁▂ ▁▂▁▃▁▂ ▁▁▂▁ ▂▁▃▁▁ ▁▂▁▁▂ ▁▂▁▃▁▂ ▁▁▂▁ ▂▁▃▁▁ ▁▂▁▁▂ ▁▂▁▃▁▂ ▁▁▂▁ ▂▁▃▁▁ ▁▂▁▁▂ ▁▂▁▃▁▂ ▁▁▂▁ ▂▁▃▁▁ ▁▂▁▁▂ ▁▂▁▃▁▂ ▁▁▂▁ ▂▁▃▁▁ ▁▂▁▁▂ ▁▂▁▃▁▂ ▁▁▂▁ ▂▁▃▁▁ ▁▂▁▁▂ ▁▂▁▃▁▂ ▁▁▂▁ ▂▁▃▁▁ ▁▂▁▁▂ ▁▂▁▃▁▂ ▁▁▂▁ ▂▁▃▁▁ ▁▂▁▁▂ ▁▂▁▃▁▂ ▁▁▂▁ ▂▁▃▁▁ ▁▂▁▁▂ ▁▂▁▃▁▂ ▁▁▂▁ ▂▁▃▁▁ ▁▂▁▁▂ ▁▂▁▃▁▂ ▁▁▂▁ ▂▁▃▁▁ ▁▂▁▁▂ ▁▂▁▃▁▂ ▁▁▂▁ ▂▁▃▁▁ ▁▂▁▁▂ ▁▂▁▃▁▂ ▁▁▂▁ ▂▁▃▁▁ ▁▂▁▁▂ ▁▂▁▃▁▂ ▁▁▂▁ ▂▁▃▁▁ ▁▂▁▁▂ xyxy=(15,530,254,625)
paid-capital-row xyxy=(778,1227,1069,1238)
masthead-title: THE DOMINION, FRIDAY, APRIL 26, 1918. xyxy=(256,11,758,33)
boys-institute-sub: SUCCESSFUL YEAR'S WORK xyxy=(267,708,385,718)
head-office: HEAD OFFICE, MASTERTON. xyxy=(806,1242,1040,1260)
ew-mills-name: E. W. Mills & Co., Ltd., xyxy=(790,715,1057,781)
ideal-body: and Unlimited Supply of Hot Water are the acme of perfection. xyxy=(810,1422,1037,1432)
kidneys-filler: ▁▂▁▃▁▂ ▁▁▂▁ ▂▁▃▁▁ ▁▂▁▁▂ ▁▂▁▃▁▂ ▁▁▂▁ ▂▁▃▁▁ ▁▂▁▁▂ ▁▂▁▃▁▂ ▁▁▂▁ ▂▁▃▁▁ ▁▂▁▁▂ ▁▂▁▃▁▂ ▁▁▂▁ ▂▁▃▁▁ ▁▂▁▁▂ ▁▂▁▃▁▂ ▁▁▂▁ ▂▁▃▁▁ ▁▂▁▁▂ ▁▂▁▃▁▂ ▁▁▂▁ ▂▁▃▁▁ ▁▂▁▁▂ ▁▂▁▃▁▂ ▁▁▂▁ ▂▁▃▁▁ ▁▂▁▁▂ ▁▂▁▃▁▂ ▁▁▂▁ ▂▁▃▁▁ ▁▂▁▁▂ ▁▂▁▃▁▂ ▁▁▂▁ ▂▁▃▁▁ ▁▂▁▁▂ ▁▂▁▃▁▂ ▁▁▂▁ ▂▁▃▁▁ ▁▂▁▁▂ ▁▂▁▃▁▂ ▁▁▂▁ ▂▁▃▁▁ ▁▂▁▁▂ ▁▂▁▃▁▂ ▁▁▂▁ ▂▁▃▁▁ ▁▂▁▁▂ ▁▂▁▃▁▂ ▁▁▂▁ ▂▁▃▁▁ ▁▂▁▁▂ ▁▂▁▃▁▂ ▁▁▂▁ ▂▁▃▁▁ ▁▂▁▁▂ ▁▂▁▃▁▂ ▁▁▂▁ ▂▁▃▁▁ ▁▂▁▁▂ ▁▂▁▃▁▂ ▁▁▂▁ ▂▁▃▁▁ ▁▂▁▁▂ ▁▂▁▃▁▂ ▁▁▂▁ ▂▁▃▁▁ ▁▂▁▁▂ ▁▂▁▃▁▂ ▁▁▂▁ ▂▁▃▁▁ ▁▂▁▁▂ ▁▂▁▃▁▂ ▁▁▂▁ ▂▁▃▁▁ ▁▂▁▁▂ ▁▂▁▃▁▂ ▁▁▂▁ ▂▁▃▁▁ ▁▂▁▁▂ ▁▂▁▃▁▂ ▁▁▂▁ ▂▁▃▁▁ ▁▂▁▁▂ ▁▂▁▃▁▂ ▁▁▂▁ ▂▁▃▁▁ ▁▂▁▁▂ xyxy=(265,1079,387,1260)
section-filler: ▁▂▁▃▁▂ ▁▁▂▁ ▂▁▃▁▁ ▁▂▁▁▂ ▁▂▁▃▁▂ ▁▁▂▁ ▂▁▃▁▁ ▁▂▁▁▂ ▁▂▁▃▁▂ ▁▁▂▁ ▂▁▃▁▁ ▁▂▁▁▂ ▁▂▁▃▁▂ ▁▁▂▁ ▂▁▃▁▁ ▁▂▁▁▂ ▁▂▁▃▁▂ ▁▁▂▁ ▂▁▃▁▁ ▁▂▁▁▂ ▁▂▁▃▁▂ ▁▁▂▁ ▂▁▃▁▁ ▁▂▁▁▂ ▁▂▁▃▁▂ ▁▁▂▁ ▂▁▃▁▁ ▁▂▁▁▂ ▁▂▁▃▁▂ ▁▁▂▁ ▂▁▃▁▁ ▁▂▁▁▂ ▁▂▁▃▁▂ ▁▁▂▁ ▂▁▃▁▁ ▁▂▁▁▂ ▁▂▁▃▁▂ ▁▁▂▁ ▂▁▃▁▁ ▁▂▁▁▂ ▁▂▁▃▁▂ ▁▁▂▁ ▂▁▃▁▁ ▁▂▁▁▂ ▁▂▁▃▁▂ ▁▁▂▁ ▂▁▃▁▁ ▁▂▁▁▂ ▁▂▁▃▁▂ ▁▁▂▁ ▂▁▃▁▁ ▁▂▁▁▂ ▁▂▁▃▁▂ ▁▁▂▁ ▂▁▃▁▁ ▁▂▁▁▂ ▁▂▁▃▁▂ ▁▁▂▁ ▂▁▃▁▁ ▁▂▁▁▂ ▁▂▁▃▁▂ ▁▁▂▁ ▂▁▃▁▁ ▁▂▁▁▂ ▁▂▁▃▁▂ ▁▁▂▁ ▂▁▃▁▁ ▁▂▁▁▂ ▁▂▁▃▁▂ ▁▁▂▁ ▂▁▃▁▁ ▁▂▁▁▂ ▁▂▁▃▁▂ ▁▁▂▁ ▂▁▃▁▁ ▁▂▁▁▂ ▁▂▁▃▁▂ ▁▁▂▁ ▂▁▃▁▁ ▁▂▁▁▂ ▁▂▁▃▁▂ ▁▁▂▁ ▂▁▃▁▁ ▁▂▁▁▂ ▁▂▁▃▁▂ ▁▁▂▁ ▂▁▃▁▁ ▁▂▁▁▂ xyxy=(15,177,254,272)
bar-brooches-title: Bar Brooches xyxy=(839,181,1008,207)
shipping-news-heading: SHIPPING NEWS xyxy=(515,40,622,76)
ideal-sub: FOR "IDEAL" HEATING SYSTEM xyxy=(856,1410,991,1420)
association-text: The following are the drawings for the six-a-side tournament to be held at Association Park on Saturday. xyxy=(633,772,737,798)
column-charitable-aid xyxy=(260,38,393,1748)
cream-separation-text: HOME SEPARATION OF CREAM — In two drudgery. Thus supplying a low test with 35 per cent. milk fat. xyxy=(758,1536,913,1565)
shipping-continued-text: Messrs. Harwood and Co., Sydney, were advised last week that Colonel Graham's trust of the steamer Waikare and its officers and crew are preserved at Kaikoura. xyxy=(633,38,737,81)
association-sub: SIX-A-SIDE TOURNEY xyxy=(639,761,731,771)
section-heading: MINING NEWS xyxy=(92,632,177,645)
